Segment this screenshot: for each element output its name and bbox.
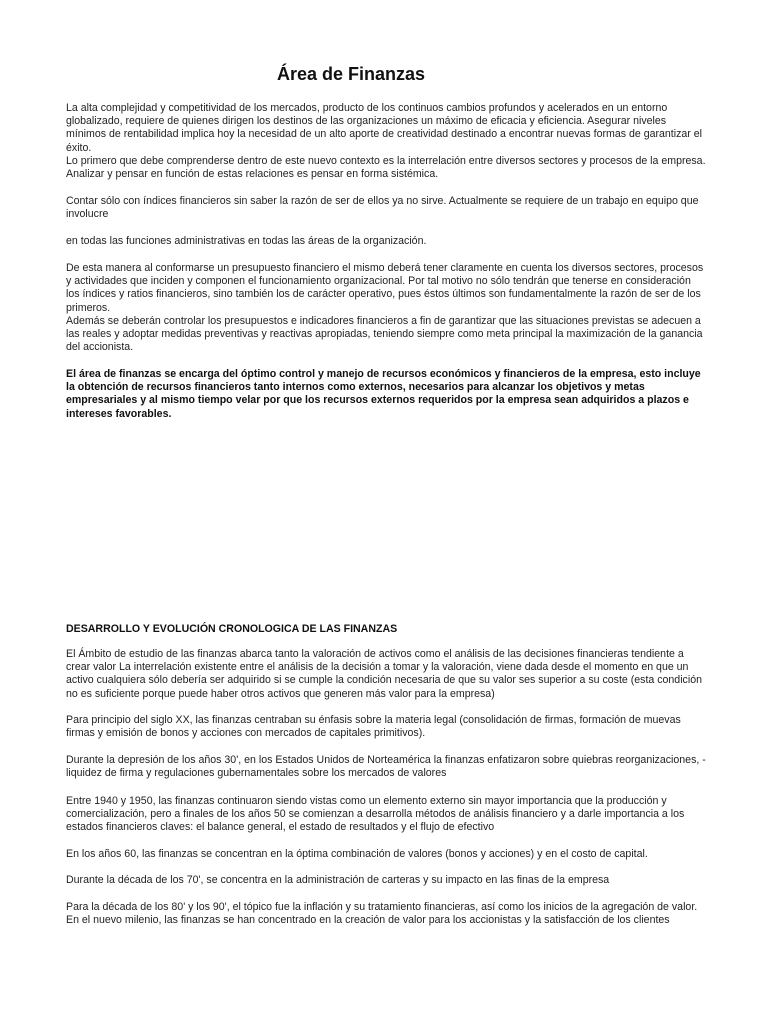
section-heading: DESARROLLO Y EVOLUCIÓN CRONOLOGICA DE LAS FINANZAS [66,623,398,635]
section-paragraph-3: Durante la depresión de los años 30', en los Estados Unidos de Norteamérica la finanzas enfatizaron sobre quiebras reorganizaciones, -liquidez de firma y regulaciones gubernamentales sobre los mercados de valores [66,754,706,780]
section-paragraph-5: En los años 60, las finanzas se concentran en la óptima combinación de valores (bonos y acciones) y en el costo de capital. [66,848,648,860]
section-paragraph-2: Para principio del siglo XX, las finanzas centraban su énfasis sobre la materia legal (consolidación de firmas, formación de muevas firmas y emisión de bonos y acciones con mercados de capitales primitivos). [66,714,681,740]
paragraph-2: Lo primero que debe comprenderse dentro de este nuevo contexto es la interrelación entre diversos sectores y procesos de la empresa. Analizar y pensar en función de estas relaciones es pensar en forma sistémica. [66,155,706,181]
paragraph-1: La alta complejidad y competitividad de los mercados, producto de los continuos cambios profundos y acelerados en un entorno globalizado, requiere de quienes dirigen los destinos de las organizaciones un máximo de eficacia y eficiencia. Asegurar niveles mínimos de rentabilidad implica hoy la necesidad de un alto aporte de creatividad destinado a encontrar nuevas formas de garantizar el éxito. [66,102,703,154]
section-paragraph-4: Entre 1940 y 1950, las finanzas continuaron siendo vistas como un elemento externo sin mayor importancia que la producción y comercialización, pero a finales de los años 50 se comienzan a desarrolla métodos de análisis financiero y a darle importancia a los estados financieros claves: el balance general, el estado de resultados y el flujo de efectivo [66,795,685,834]
section-paragraph-6: Durante la década de los 70', se concentra en la administración de carteras y su impacto en las finas de la empresa [66,874,610,886]
paragraph-4: en todas las funciones administrativas en todas las áreas de la organización. [66,235,427,247]
paragraph-6: Además se deberán controlar los presupuestos e indicadores financieros a fin de garantizar que las situaciones previstas se adecuen a las reales y adoptar medidas preventivas y reactivas apropiadas, teniendo siempre como meta principal la maximización de la ganancia del accionista. [66,315,703,354]
paragraph-5: De esta manera al conformarse un presupuesto financiero el mismo deberá tener claramente en cuenta los diversos sectores, procesos y actividades que inciden y componen el funcionamiento organizacional. Por tal motivo no sólo tendrán que tenerse en consideración los índices y ratios financieros, sino también los de carácter operativo, pues éstos últimos son fundamentalmente la razón de ser de los primeros. [66,262,704,314]
section-paragraph-7: Para la década de los 80' y los 90', el tópico fue la inflación y su tratamiento financieras, así como los inicios de la agregación de valor. En el nuevo milenio, las finanzas se han concentrado en la creación de valor para los accionistas y la satisfacción de los clientes [66,901,698,927]
paragraph-3: Contar sólo con índices financieros sin saber la razón de ser de ellos ya no sirve. Actualmente se requiere de un trabajo en equipo que involucre [66,195,699,221]
paragraph-7-bold: El área de finanzas se encarga del óptimo control y manejo de recursos económicos y financieros de la empresa, esto incluye la obtención de recursos financieros tanto internos como externos, necesarios para alcanzar los objetivos y metas empresariales y al mismo tiempo velar por que los recursos externos requeridos por la empresa sean adquiridos a plazos e intereses favorables. [66,368,701,420]
section-paragraph-1: El Ámbito de estudio de las finanzas abarca tanto la valoración de activos como el análisis de las decisiones financieras tendiente a crear valor La interrelación existente entre el análisis de la decisión a tomar y la valoración, viene dada desde el momento en que un activo cualquiera sólo debería ser adquirido si se cumple la condición necesaria de que su valor ses superior a su coste (esta condición no es suficiente porque puede haber otros activos que generen más valor para la empresa) [66,648,702,700]
page-title: Área de Finanzas [277,64,426,84]
